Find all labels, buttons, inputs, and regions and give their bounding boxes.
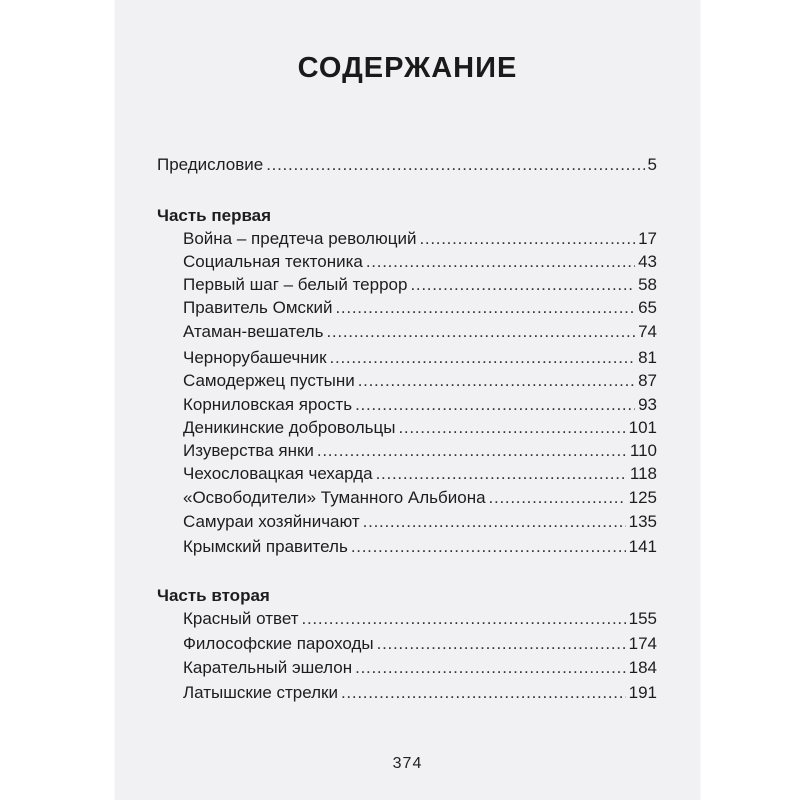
leader-dots [363,512,626,532]
toc-entry-label: Первый шаг – белый террор [183,275,408,294]
leader-dots [330,348,636,368]
leader-dots [351,537,626,557]
leader-dots [317,441,627,461]
leader-dots [341,683,626,703]
toc-entry-label: Корниловская ярость [183,395,353,414]
table-of-contents [115,0,700,800]
toc-entry-page: 65 [638,298,657,317]
toc-entry-page: 118 [629,464,657,483]
leader-dots [355,395,635,415]
toc-entry-label: Предисловие [157,155,264,174]
toc-entry [183,464,657,484]
toc-entry-page: 81 [638,348,657,367]
toc-entry-label: Чехословацкая чехарда [183,464,373,483]
toc-entry [183,609,657,629]
toc-entry-label: Самодержец пустыни [183,371,355,390]
toc-entry-page: 17 [638,229,657,248]
toc-entry-page: 87 [638,371,657,390]
book-page [115,0,700,800]
leader-dots [266,155,644,175]
toc-entry-page: 93 [638,395,657,414]
toc-entry-page: 155 [628,609,657,628]
toc-entry-preface [157,155,657,175]
toc-entry-label: Чернорубашечник [183,348,327,367]
page-number: 374 [392,755,423,772]
leader-dots [489,488,626,508]
toc-entry [183,658,657,678]
toc-entry [183,229,657,249]
leader-dots [355,658,625,678]
toc-entry-label: Крымский правитель [183,537,348,556]
toc-entry [183,322,657,342]
leader-dots [398,418,625,438]
toc-entry-page: 43 [638,252,657,271]
leader-dots [376,464,627,484]
toc-entry-page: 74 [638,322,657,341]
toc-entry-page: 101 [628,418,657,437]
toc-entry-page: 135 [628,512,657,531]
toc-entry [183,537,657,557]
toc-entry [183,441,657,461]
leader-dots [366,252,635,272]
toc-entry-page: 184 [628,658,657,677]
page-title: СОДЕРЖАНИЕ [297,52,518,84]
toc-entry-page: 5 [647,155,657,174]
toc-entry-label: Война – предтеча революций [183,229,417,248]
toc-entry-page: 191 [628,683,657,702]
toc-entry [183,395,657,415]
part-heading-2: Часть вторая [157,586,270,605]
leader-dots [377,634,626,654]
toc-entry-label: «Освободители» Туманного Альбиона [183,488,486,507]
toc-entry [183,418,657,438]
toc-entry-label: Латышские стрелки [183,683,338,702]
leader-dots [358,371,635,391]
toc-entry-label: Самураи хозяйничают [183,512,360,531]
leader-dots [419,229,635,249]
toc-entry-page: 125 [628,488,657,507]
toc-entry [183,371,657,391]
leader-dots [410,275,635,295]
toc-entry-label: Деникинские добровольцы [183,418,396,437]
toc-entry [183,348,657,368]
leader-dots [326,322,635,342]
toc-entry [183,634,657,654]
toc-entry-page: 58 [638,275,657,294]
toc-entry-label: Философские пароходы [183,634,374,653]
leader-dots [302,609,626,629]
toc-entry-label: Социальная тектоника [183,252,363,271]
toc-entry [183,252,657,272]
toc-entry [183,488,657,508]
toc-entry-page: 174 [628,634,657,653]
toc-entry [183,683,657,703]
leader-dots [335,298,635,318]
toc-entry-label: Атаман-вешатель [183,322,324,341]
toc-entry-label: Правитель Омский [183,298,333,317]
toc-entry-page: 110 [629,441,657,460]
part-heading-1: Часть первая [157,206,272,225]
toc-entry-label: Карательный эшелон [183,658,353,677]
toc-entry-page: 141 [628,537,657,556]
toc-entry [183,298,657,318]
toc-entry [183,275,657,295]
toc-entry-label: Изуверства янки [183,441,314,460]
toc-entry [183,512,657,532]
toc-entry-label: Красный ответ [183,609,299,628]
